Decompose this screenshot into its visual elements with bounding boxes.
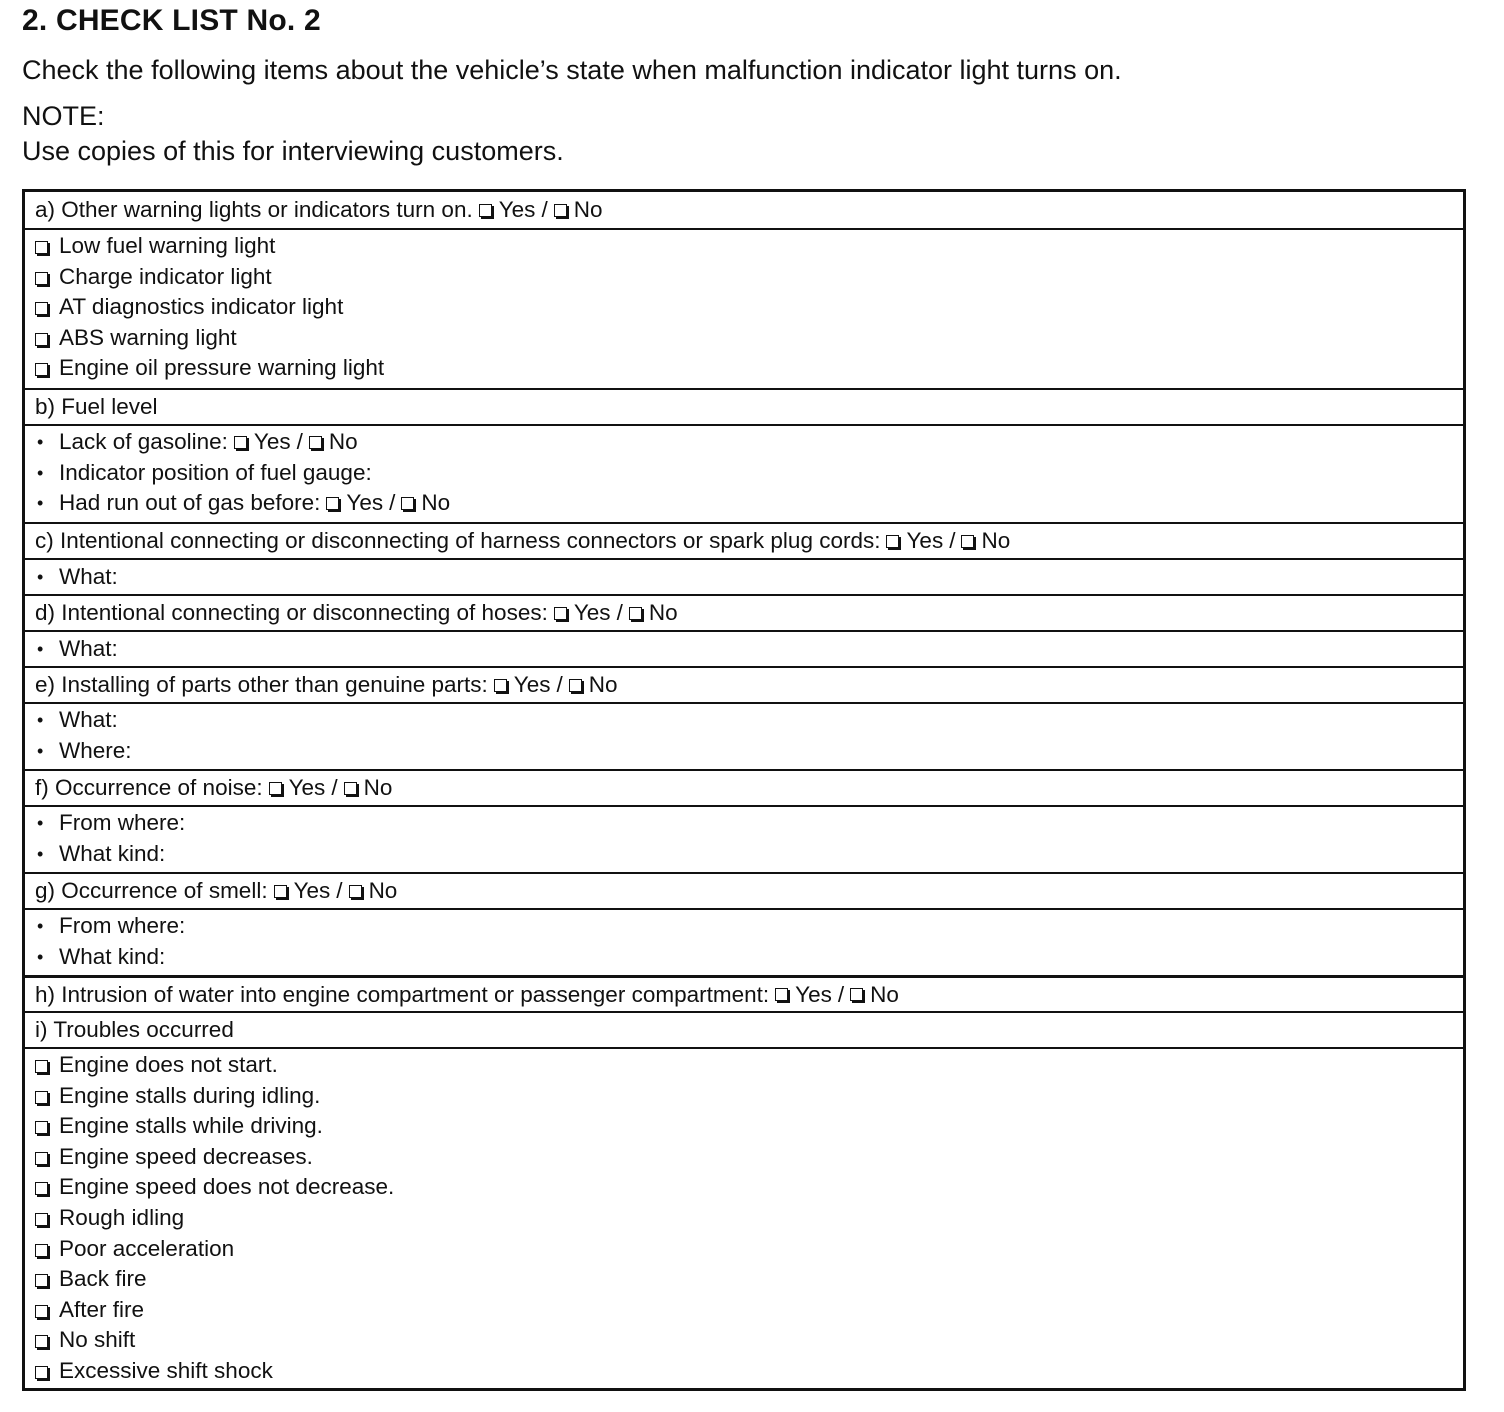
section-i-title: i) Troubles occurred: [35, 1017, 234, 1042]
item-label: Engine stalls during idling.: [59, 1082, 321, 1108]
bullet-icon: •: [37, 493, 44, 514]
item-label: No shift: [59, 1327, 136, 1353]
bullet-icon: •: [37, 916, 44, 936]
checklist-table: [22, 189, 1466, 1391]
checkbox-icon[interactable]: [35, 302, 48, 315]
checkbox-icon[interactable]: [35, 1244, 48, 1257]
item-label: From where:: [59, 913, 186, 938]
item-label: Low fuel warning light: [59, 233, 276, 258]
no-checkbox-icon[interactable]: [569, 679, 582, 692]
checkbox-icon[interactable]: [35, 241, 48, 254]
section-e-body: [25, 702, 1463, 769]
list-item: [35, 488, 1453, 519]
no-label: No: [588, 672, 618, 697]
checkbox-icon[interactable]: [35, 272, 48, 285]
yes-label: Yes: [513, 672, 551, 697]
list-item: [35, 1234, 1453, 1265]
item-label: Indicator position of fuel gauge:: [59, 459, 372, 485]
no-checkbox-icon[interactable]: [554, 204, 567, 217]
section-c-header: [25, 522, 1463, 558]
no-label: No: [981, 528, 1011, 553]
checkbox-icon[interactable]: [35, 1121, 48, 1134]
section-i-header: [25, 1011, 1463, 1047]
bullet-icon: •: [37, 813, 44, 833]
no-checkbox-icon[interactable]: [850, 988, 863, 1001]
yes-label: Yes: [906, 528, 944, 553]
page-title: 2. CHECK LIST No. 2: [22, 4, 321, 37]
section-g-body: [25, 908, 1463, 975]
item-label: What:: [59, 707, 118, 732]
item-label: What kind:: [59, 840, 166, 866]
list-item: [35, 1111, 1453, 1142]
item-label: Where:: [59, 737, 132, 763]
no-label: No: [363, 775, 393, 800]
list-item: [35, 1142, 1453, 1173]
list-item: [35, 736, 1453, 767]
checkbox-icon[interactable]: [35, 333, 48, 346]
item-label: From where:: [59, 810, 186, 835]
checkbox-icon[interactable]: [35, 363, 48, 376]
list-item: [35, 1264, 1453, 1295]
bullet-icon: •: [37, 567, 44, 587]
item-label: Rough idling: [59, 1204, 185, 1230]
no-label: No: [421, 490, 451, 516]
section-e-title: e) Installing of parts other than genuine parts:: [35, 672, 488, 697]
no-checkbox-icon[interactable]: [401, 497, 414, 510]
list-item: [35, 1172, 1453, 1203]
yes-label: Yes: [573, 600, 611, 625]
yes-checkbox-icon[interactable]: [554, 607, 567, 620]
section-b-header: [25, 388, 1463, 424]
item-label: Charge indicator light: [59, 263, 272, 289]
slash-separator: /: [389, 490, 396, 516]
list-item: [35, 353, 1453, 384]
yes-label: Yes: [795, 981, 832, 1007]
section-a-body: [25, 228, 1463, 388]
list-item: [35, 231, 1453, 262]
section-d-header: [25, 594, 1463, 630]
section-f-title: f) Occurrence of noise:: [35, 775, 263, 800]
list-item: [35, 808, 1453, 839]
yes-label: Yes: [288, 775, 326, 800]
checkbox-icon[interactable]: [35, 1335, 48, 1348]
section-d-title: d) Intentional connecting or disconnecting of hoses:: [35, 600, 548, 625]
bullet-icon: •: [37, 432, 44, 452]
note-label: NOTE:: [22, 101, 105, 131]
section-f-header: [25, 769, 1463, 805]
slash-separator: /: [541, 197, 548, 222]
checkbox-icon[interactable]: [35, 1213, 48, 1226]
item-label: AT diagnostics indicator light: [59, 294, 344, 320]
yes-label: Yes: [346, 490, 384, 516]
yes-label: Yes: [293, 878, 331, 903]
slash-separator: /: [837, 981, 845, 1007]
yes-checkbox-icon[interactable]: [775, 988, 788, 1001]
item-label: ABS warning light: [59, 324, 237, 350]
list-item: [35, 1081, 1453, 1112]
item-label: Back fire: [59, 1266, 147, 1292]
section-c-title: c) Intentional connecting or disconnecting of harness connectors or spark plug cords:: [35, 528, 881, 553]
slash-separator: /: [331, 775, 338, 800]
item-label: Poor acceleration: [59, 1235, 235, 1261]
list-item: [35, 1295, 1453, 1326]
item-label: Engine speed does not decrease.: [59, 1174, 395, 1200]
item-label: What:: [59, 564, 118, 589]
checkbox-icon[interactable]: [35, 1060, 48, 1073]
bullet-icon: •: [37, 740, 44, 761]
item-label: Engine stalls while driving.: [59, 1113, 323, 1139]
yes-checkbox-icon[interactable]: [494, 679, 507, 692]
list-item: [35, 1325, 1453, 1356]
item-label: What kind:: [59, 943, 166, 969]
slash-separator: /: [336, 878, 343, 903]
list-item: [35, 1356, 1453, 1387]
bullet-icon: •: [37, 843, 44, 864]
checkbox-icon[interactable]: [35, 1305, 48, 1318]
no-checkbox-icon[interactable]: [309, 436, 322, 449]
checkbox-icon[interactable]: [35, 1366, 48, 1379]
list-item: [35, 911, 1453, 942]
item-label: What:: [59, 636, 118, 661]
no-label: No: [870, 981, 899, 1007]
section-h-header: [25, 975, 1463, 1011]
checkbox-icon[interactable]: [35, 1182, 48, 1195]
no-checkbox-icon[interactable]: [344, 782, 357, 795]
list-item: [35, 323, 1453, 354]
section-g-header: [25, 872, 1463, 908]
checkbox-icon[interactable]: [35, 1152, 48, 1165]
item-label: Engine speed decreases.: [59, 1143, 313, 1169]
list-item: [35, 1203, 1453, 1234]
item-label: Had run out of gas before:: [59, 490, 321, 516]
bullet-icon: •: [37, 710, 44, 730]
list-item: [35, 705, 1453, 736]
note-text: Use copies of this for interviewing customers.: [22, 136, 564, 166]
section-a-header: [25, 192, 1463, 228]
section-e-header: [25, 666, 1463, 702]
item-label: Engine does not start.: [59, 1052, 278, 1077]
bullet-icon: •: [37, 946, 44, 967]
slash-separator: /: [949, 528, 956, 553]
bullet-icon: •: [37, 462, 44, 483]
no-checkbox-icon[interactable]: [629, 607, 642, 620]
item-label: Lack of gasoline:: [59, 429, 228, 454]
section-c-body: [25, 558, 1463, 594]
list-item: [35, 942, 1453, 973]
section-f-body: [25, 805, 1463, 872]
yes-checkbox-icon[interactable]: [234, 436, 247, 449]
list-item: [35, 262, 1453, 293]
section-b-title: b) Fuel level: [35, 394, 158, 419]
slash-separator: /: [296, 429, 303, 454]
item-label: Excessive shift shock: [59, 1357, 273, 1383]
list-item: [35, 839, 1453, 870]
section-i-body: [25, 1047, 1463, 1388]
section-h-title: h) Intrusion of water into engine compartment or passenger compartment:: [35, 981, 770, 1007]
no-label: No: [648, 600, 678, 625]
yes-label: Yes: [253, 429, 291, 454]
section-g-title: g) Occurrence of smell:: [35, 878, 268, 903]
section-d-body: [25, 630, 1463, 666]
section-a-title: a) Other warning lights or indicators turn on.: [35, 197, 473, 222]
item-label: Engine oil pressure warning light: [59, 355, 385, 381]
no-checkbox-icon[interactable]: [961, 535, 974, 548]
intro-text: Check the following items about the vehicle’s state when malfunction indicator light turns on.: [22, 55, 1122, 85]
yes-label: Yes: [498, 197, 536, 222]
yes-checkbox-icon[interactable]: [274, 885, 287, 898]
yes-checkbox-icon[interactable]: [886, 535, 899, 548]
checkbox-icon[interactable]: [35, 1274, 48, 1287]
bullet-icon: •: [37, 639, 44, 659]
list-item: [35, 292, 1453, 323]
checkbox-icon[interactable]: [35, 1091, 48, 1104]
no-label: No: [328, 429, 358, 454]
list-item: [35, 458, 1453, 489]
list-item: [35, 1050, 1453, 1081]
list-item: [35, 427, 1453, 458]
slash-separator: /: [556, 672, 563, 697]
no-label: No: [573, 197, 603, 222]
no-checkbox-icon[interactable]: [349, 885, 362, 898]
no-label: No: [368, 878, 398, 903]
slash-separator: /: [616, 600, 623, 625]
item-label: After fire: [59, 1296, 145, 1322]
section-b-body: [25, 424, 1463, 522]
yes-checkbox-icon[interactable]: [269, 782, 282, 795]
yes-checkbox-icon[interactable]: [326, 497, 339, 510]
yes-checkbox-icon[interactable]: [479, 204, 492, 217]
